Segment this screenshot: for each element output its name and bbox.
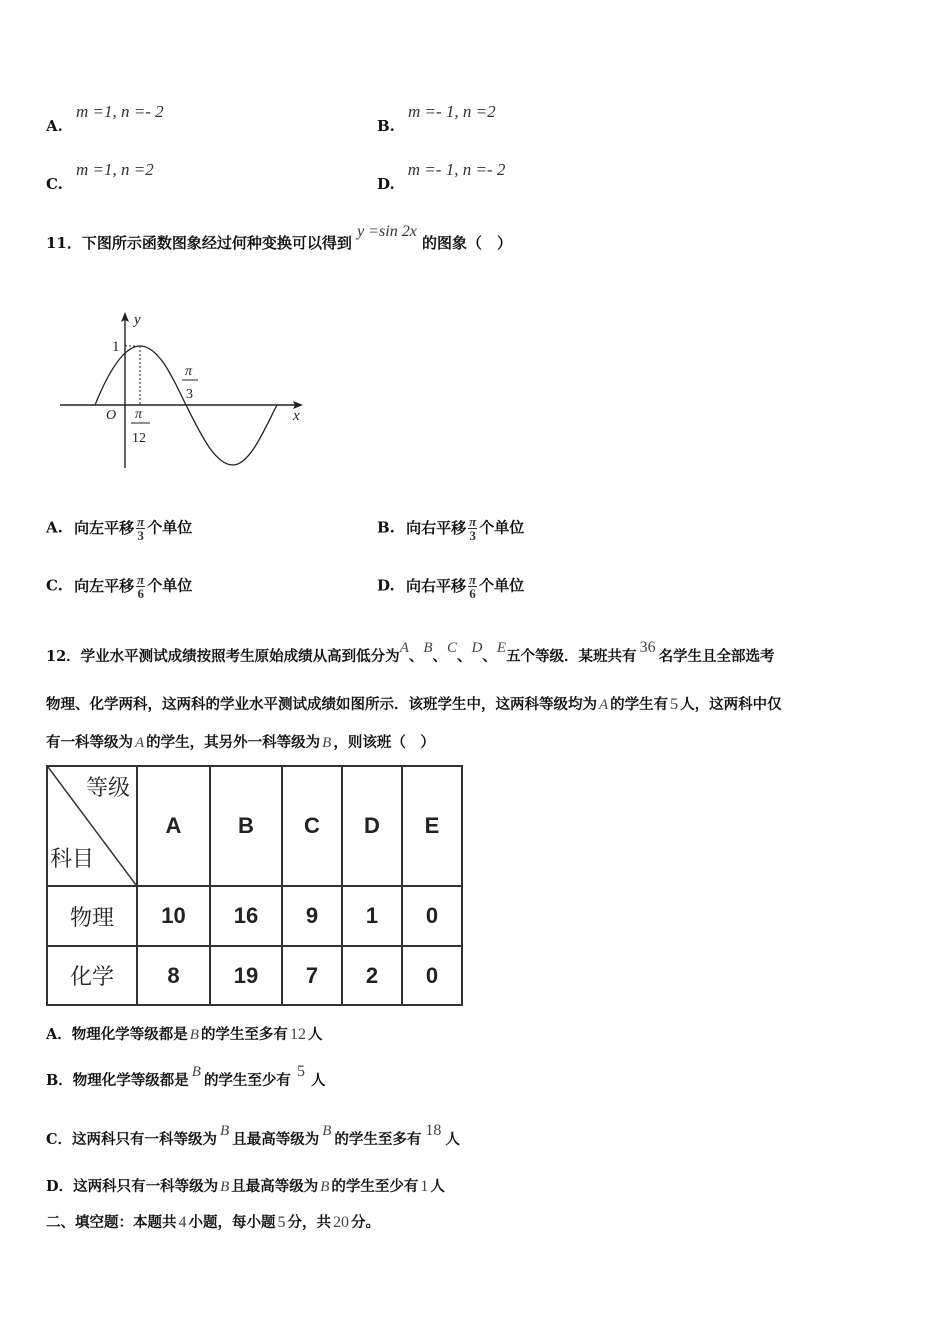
q11-stem-tail: 的图象（ ） xyxy=(422,234,513,252)
table-col-header: A xyxy=(137,766,210,886)
q12-option-c-number: 18 xyxy=(425,1122,442,1139)
q11-option-d-pre: 向右平移 xyxy=(405,576,466,595)
q11-option-a-label: A. xyxy=(46,518,63,537)
q12-stem-line1-c: 名学生且全部选考 xyxy=(658,648,775,665)
q12-grade-d: D xyxy=(471,640,483,656)
q12-grade-c: C xyxy=(447,640,458,656)
q12-stem-line1-a: 12．学业水平测试成绩按照考生原始成绩从高到低分为 xyxy=(46,648,400,665)
q12-stem-line2-a: 物理、化学两科，这两科的学业水平测试成绩如图所示．该班学生中，这两科等级均为 xyxy=(46,696,597,713)
q12-option-d-label: D． xyxy=(46,1178,74,1195)
q12-option-d-text1: 这两科只有一科等级为 xyxy=(73,1178,219,1195)
q12-option-a-label: A． xyxy=(46,1026,72,1043)
q10-option-d xyxy=(377,160,506,193)
q12-sep-3: 、 xyxy=(457,648,472,665)
q12-stem-line3-b: 的学生，其另外一科等级为 xyxy=(146,734,321,751)
q11-option-c-fraction: $\frac{\pi}{6}$ xyxy=(137,572,145,601)
q12-sep-4: 、 xyxy=(482,648,497,665)
q10-option-a xyxy=(46,102,164,135)
q12-option-c-var2: B xyxy=(322,1123,332,1139)
q12-grade-b: B xyxy=(423,640,433,656)
q11-option-d-post: 个单位 xyxy=(479,576,525,595)
q10-option-c-expr: m =1, n =2 xyxy=(76,160,154,179)
q12-option-b-text1: 物理化学等级都是 xyxy=(72,1072,189,1089)
q12-option-c-text3: 的学生至多有 xyxy=(334,1131,422,1148)
table-cell: 2 xyxy=(342,946,402,1005)
q12-stem-line3-c: ，则该班（ ） xyxy=(333,734,435,751)
q11-option-c-pre: 向左平移 xyxy=(74,576,135,595)
section2-end: 分。 xyxy=(351,1214,380,1231)
table-row xyxy=(47,946,462,1005)
q11-option-d-label: D. xyxy=(377,576,395,595)
q10-option-a-expr: m =1, n =- 2 xyxy=(75,102,164,121)
q11-tick-pi3-num: π xyxy=(185,364,193,379)
q12-option-c-text2: 且最高等级为 xyxy=(232,1131,320,1148)
table-col-header: C xyxy=(282,766,342,886)
table-row xyxy=(47,886,462,946)
q10-option-b xyxy=(377,102,496,135)
table-cell: 19 xyxy=(210,946,282,1005)
table-corner-cell xyxy=(47,766,137,886)
q12-option-a-text3: 人 xyxy=(307,1026,323,1043)
q11-one-label: 1 xyxy=(112,339,120,355)
q12-option-c xyxy=(46,1122,460,1149)
q12-option-d-var1: B xyxy=(220,1179,230,1195)
q10-option-c-label: C. xyxy=(46,175,63,193)
table-cell: 0 xyxy=(402,886,462,946)
table-row-name: 物理 xyxy=(47,886,137,946)
q11-y-label: y xyxy=(134,312,141,328)
q12-option-a-text1: 物理化学等级都是 xyxy=(71,1026,188,1043)
q12-grade-e: E xyxy=(496,640,507,656)
q11-sine-graph xyxy=(55,308,315,473)
q11-stem xyxy=(46,220,513,252)
q12-option-d-number: 1 xyxy=(420,1178,429,1195)
q11-option-b-label: B. xyxy=(377,518,395,537)
q12-option-b-text2: 的学生至少有 xyxy=(203,1072,291,1089)
q12-stem-line3-a: 有一科等级为 xyxy=(46,734,133,751)
section2-heading xyxy=(46,1211,380,1232)
q11-option-b-post: 个单位 xyxy=(479,518,525,537)
q12-option-a-var: B xyxy=(189,1027,199,1043)
q12-grade-a: A xyxy=(399,640,409,656)
q10-option-b-expr: m =- 1, n =2 xyxy=(408,102,496,121)
q11-option-c xyxy=(46,573,192,600)
q12-option-a xyxy=(46,1023,322,1044)
q11-tick-pi3-den: 3 xyxy=(186,387,193,402)
q10-option-b-label: B. xyxy=(377,117,395,135)
q12-student-count: 36 xyxy=(639,639,656,656)
q12-option-c-var1: B xyxy=(220,1123,230,1139)
q12-option-a-text2: 的学生至多有 xyxy=(200,1026,288,1043)
q11-option-a-post: 个单位 xyxy=(147,518,193,537)
table-cell: 0 xyxy=(402,946,462,1005)
table-col-header: D xyxy=(342,766,402,886)
q12-option-b-var: B xyxy=(191,1064,201,1080)
table-cell: 7 xyxy=(282,946,342,1005)
q10-option-d-label: D. xyxy=(377,175,395,193)
q11-option-d xyxy=(377,573,524,600)
q11-x-label: x xyxy=(293,408,300,424)
q10-option-a-label: A. xyxy=(46,117,63,135)
table-col-header: B xyxy=(210,766,282,886)
q12-option-a-number: 12 xyxy=(289,1026,306,1043)
section2-points-each: 5 xyxy=(277,1214,286,1231)
q12-option-d-text2: 且最高等级为 xyxy=(231,1178,319,1195)
q12-stem-line1-b: 五个等级．某班共有 xyxy=(506,648,637,665)
q12-stem-line2-five: 5 xyxy=(670,696,679,713)
q12-stem-line1 xyxy=(46,639,775,666)
q12-option-c-text1: 这两科只有一科等级为 xyxy=(72,1131,218,1148)
q11-option-c-label: C. xyxy=(46,576,63,595)
table-row-name: 化学 xyxy=(47,946,137,1005)
q11-option-b-pre: 向右平移 xyxy=(406,518,467,537)
table-corner-grade-label: 等级 xyxy=(85,776,130,801)
q11-option-b xyxy=(377,515,524,542)
section2-title: 二、填空题：本题共 xyxy=(46,1214,177,1231)
q12-grade-table xyxy=(46,765,463,1006)
q12-option-c-label: C． xyxy=(46,1131,73,1148)
q12-stem-line3-grade-a: A xyxy=(135,735,145,751)
section2-mid2: 分，共 xyxy=(287,1214,331,1231)
q11-option-c-post: 个单位 xyxy=(147,576,193,595)
q11-option-a-fraction: $\frac{\pi}{3}$ xyxy=(137,514,145,543)
q12-sep-1: 、 xyxy=(408,648,424,665)
section2-question-count: 4 xyxy=(178,1214,187,1231)
q12-option-d xyxy=(46,1175,445,1196)
table-cell: 16 xyxy=(210,886,282,946)
q11-tick-pi12-den: 12 xyxy=(132,431,146,446)
q12-option-b-text3: 人 xyxy=(310,1072,326,1089)
table-cell: 1 xyxy=(342,886,402,946)
q12-sep-2: 、 xyxy=(432,648,448,665)
section2-mid1: 小题，每小题 xyxy=(188,1214,276,1231)
q11-option-d-fraction: $\frac{\pi}{6}$ xyxy=(468,572,477,601)
q11-option-a xyxy=(46,515,192,542)
q12-option-d-text4: 人 xyxy=(430,1178,445,1195)
q12-option-b xyxy=(46,1063,326,1090)
q12-option-d-text3: 的学生至少有 xyxy=(331,1178,419,1195)
q12-stem-line3-grade-b: B xyxy=(322,735,332,751)
q11-origin-label: O xyxy=(106,408,117,423)
q12-option-b-number: 5 xyxy=(296,1063,305,1080)
q10-option-c xyxy=(46,160,154,193)
q11-stem-text: 11．下图所示函数图象经过何种变换可以得到 xyxy=(46,234,352,252)
q12-stem-line2 xyxy=(46,693,782,714)
q10-option-d-expr: m =- 1, n =- 2 xyxy=(407,160,506,179)
table-cell: 9 xyxy=(282,886,342,946)
q11-stem-expr: y =sin 2x xyxy=(357,223,417,240)
section2-total-points: 20 xyxy=(333,1214,349,1231)
q12-option-d-var2: B xyxy=(320,1179,330,1195)
q11-tick-pi12-num: π xyxy=(135,407,143,422)
q12-stem-line2-grade-a: A xyxy=(599,697,609,713)
table-col-header: E xyxy=(402,766,462,886)
q12-stem-line2-b: 的学生有 xyxy=(610,696,669,713)
table-corner-subject-label: 科目 xyxy=(50,847,95,872)
q11-option-b-fraction: $\frac{\pi}{3}$ xyxy=(469,514,477,543)
table-cell: 8 xyxy=(137,946,210,1005)
q11-option-a-pre: 向左平移 xyxy=(74,518,135,537)
q12-option-b-label: B． xyxy=(46,1072,73,1089)
q12-stem-line3 xyxy=(46,731,435,752)
q12-option-c-text4: 人 xyxy=(445,1131,460,1148)
q12-stem-line2-c: 人，这两科中仅 xyxy=(680,696,782,713)
table-cell: 10 xyxy=(137,886,210,946)
table-header-row xyxy=(47,766,462,886)
